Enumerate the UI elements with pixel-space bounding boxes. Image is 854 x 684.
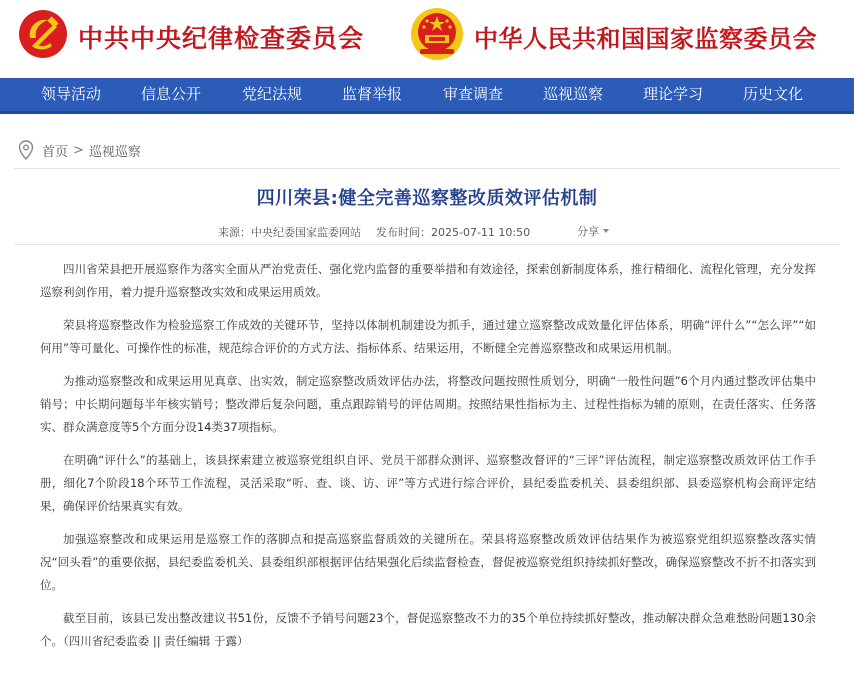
article-paragraph: 四川省荣县把开展巡察作为落实全面从严治党责任、强化党内监督的重要举措和有效途径，探索创新制度体系，推行精细化、流程化管理，充分发挥巡察利剑作用，着力提升巡察整改实效和成果运用质效。 xyxy=(40,262,816,299)
breadcrumb-divider xyxy=(14,168,840,169)
article-publish-time: 发布时间：2025-07-11 10:50 xyxy=(376,226,531,239)
breadcrumb-separator: > xyxy=(73,142,84,158)
nav-supervision-report[interactable]: 监督举报 xyxy=(342,85,403,103)
nav-theory-study[interactable]: 理论学习 xyxy=(643,85,704,103)
party-emblem-icon xyxy=(18,8,68,60)
cc-discipline-commission-title: 中共中央纪律检查委员会 xyxy=(78,24,365,53)
article-paragraph: 加强巡察整改和成果运用是巡察工作的落脚点和提高巡察监督质效的关键所在。荣县将巡察整改质效评估结果作为被巡察党组织巡察整改落实情况“回头看”的重要依据，县纪委监委机关、县委组织部根据评估结果强化后续监督检查，督促被巡察党组织持续抓好整改，确保巡察整改不折不扣落实到位。 xyxy=(40,532,816,592)
main-nav xyxy=(0,78,854,114)
article-paragraph: 为推动巡察整改和成果运用见真章、出实效，制定巡察整改质效评估办法，将整改问题按照性质划分，明确“一般性问题”6个月内通过整改评估集中销号；中长期问题每半年核实销号；整改滞后复杂问题，重点跟踪销号的评估周期。按照结果性指标为主、过程性指标为辅的原则，在责任落实、任务落实、群众满意度等5个方面分设14类37项指标。 xyxy=(40,374,816,434)
article-title: 四川荣县:健全完善巡察整改质效评估机制 xyxy=(256,188,598,209)
location-pin-icon xyxy=(18,140,34,160)
national-emblem-icon xyxy=(410,6,464,62)
nav-history-culture[interactable]: 历史文化 xyxy=(743,85,804,103)
breadcrumb-home-link[interactable]: 首页 xyxy=(42,144,69,160)
article-source: 来源：中央纪委国家监委网站 xyxy=(218,226,361,239)
nav-party-regulations[interactable]: 党纪法规 xyxy=(242,85,303,103)
breadcrumb xyxy=(18,140,141,160)
article-paragraph: 荣县将巡察整改作为检验巡察工作成效的关键环节，坚持以体制机制建设为抓手，通过建立巡察整改成效量化评估体系，明确“评什么”“怎么评”“如何用”等可量化、可操作性的标准，规范综合评价的方式方法、指标体系、结果运用，不断健全完善巡察整改和成果运用机制。 xyxy=(40,318,816,355)
article-body xyxy=(40,258,816,663)
nav-inspection-tours[interactable]: 巡视巡察 xyxy=(543,85,604,103)
masthead xyxy=(0,0,854,78)
chevron-down-icon xyxy=(603,229,609,233)
nav-leadership[interactable]: 领导活动 xyxy=(41,85,102,103)
breadcrumb-current-link[interactable]: 巡视巡察 xyxy=(88,144,141,160)
share-label: 分享 xyxy=(577,225,599,238)
national-supervisory-commission-title: 中华人民共和国国家监察委员会 xyxy=(474,24,817,53)
share-dropdown[interactable] xyxy=(577,223,609,239)
nav-review-investigation[interactable]: 审查调查 xyxy=(443,85,504,103)
article-paragraph: 在明确“评什么”的基础上，该县探索建立被巡察党组织自评、党员干部群众测评、巡察整改督评的“三评”评估流程，制定巡察整改质效评估工作手册，细化7个阶段18个环节工作流程，灵活采取“听、查、谈、访、评”等方式进行综合评价，县纪委监委机关、县委组织部、县委巡察机构会商评定结果，确保评价结果真实有效。 xyxy=(40,453,816,513)
article-header-divider xyxy=(14,244,840,245)
nav-info-disclosure[interactable]: 信息公开 xyxy=(141,85,202,103)
article-paragraph: 截至目前，该县已发出整改建议书51份，反馈不予销号问题23个，督促巡察整改不力的35个单位持续抓好整改，推动解决群众急难愁盼问题130余个。（四川省纪委监委 || 责任编辑 于露） xyxy=(40,611,816,648)
